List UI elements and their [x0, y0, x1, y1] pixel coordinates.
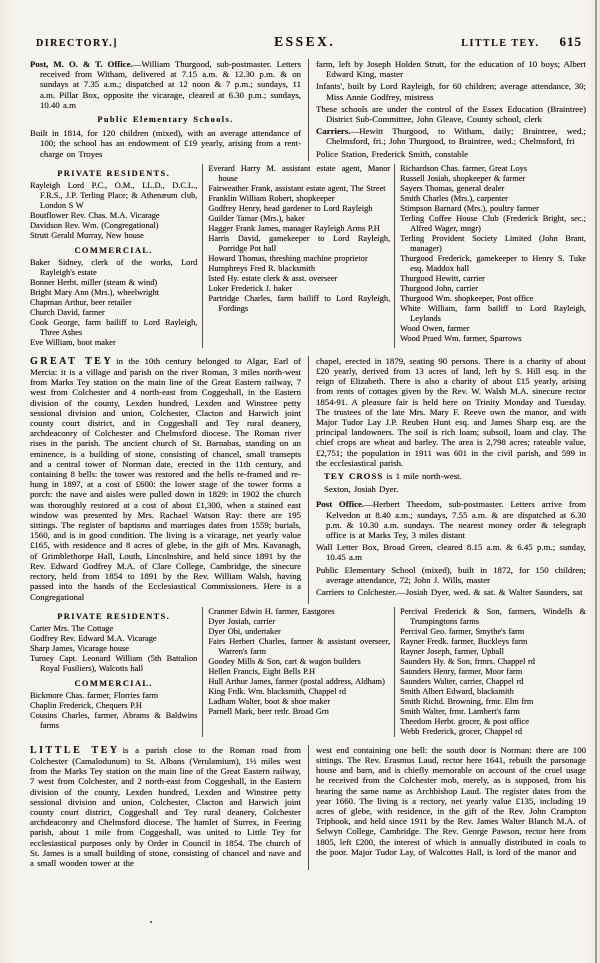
directory-entry: Chapman Arthur, beer retailer	[30, 297, 132, 307]
directory-entry: Chaplin Frederick, Chequers P.H	[30, 700, 142, 710]
directory-entry: Hellen Francis, Eight Bells P.H	[208, 666, 316, 676]
directory-entry: Dyer Josiah, carrier	[208, 616, 276, 626]
commercial-list-2c	[400, 607, 586, 737]
directory-entry: King Frdk. Wm. blacksmith, Chappel rd	[208, 686, 347, 696]
header-place-name: LITTLE TEY.	[461, 38, 540, 49]
commercial-heading: COMMERCIAL.	[74, 245, 153, 255]
directory-entry: Cousins Charles, farmer, Abrams & Baldwins farms	[30, 710, 198, 730]
directory-entry: Hagger Frank James, manager Rayleigh Arms P.H	[208, 223, 380, 233]
directory-entry: Rayner Fredk. farmer, Buckleys farm	[400, 636, 528, 646]
great-tey-listing-col2	[202, 607, 394, 737]
terling-info-section	[30, 59, 586, 161]
great-tey-paragraph	[30, 356, 301, 602]
directory-entry: Thurgood Wm. shopkeeper, Post office	[400, 293, 534, 303]
great-tey-listing-col3	[394, 607, 586, 737]
directory-entry: Saunders Hy. & Son, frmrs. Chappel rd	[400, 656, 535, 666]
tey-cross-text: is 1 mile north-west.	[383, 471, 462, 482]
great-tey-right-column	[308, 356, 586, 604]
directory-entry: Sharp James, Vicarage house	[30, 643, 129, 653]
directory-entry: Bright Mary Ann (Mrs.), wheelwright	[30, 287, 160, 297]
directory-entry: Loker Frederick J. baker	[208, 283, 293, 293]
great-tey-listing-section	[30, 607, 586, 737]
directory-entry: Smith Walter, frmr. Lambert's farm	[400, 706, 520, 716]
directory-entry: Turney Capt. Leonard William (5th Battalion Royal Fusiliers), Walcotts hall	[30, 653, 198, 673]
police-station-paragraph: Police Station, Frederick Smith, constable	[316, 148, 469, 159]
little-tey-section	[30, 745, 586, 870]
private-residents-heading: PRIVATE RESIDENTS.	[57, 168, 171, 178]
directory-entry: Fairs Herbert Charles, farmer & assistant overseer, Warren's farm	[208, 636, 391, 656]
directory-entry: Terling Coffee House Club (Frederick Bright, sec.; Alfred Wager, mngr)	[400, 213, 586, 233]
commercial-list-b	[208, 164, 390, 314]
post-office-lead: Post, M. O. & T. Office.	[30, 59, 133, 69]
directory-entry: Saunders Walter, carrier, Chappel rd	[400, 676, 524, 686]
directory-entry: Percival Geo. farmer, Smythe's farm	[400, 626, 525, 636]
directory-entry: Partridge Charles, farm bailiff to Lord Rayleigh, Fordings	[208, 293, 391, 313]
little-tey-title: LITTLE TEY	[30, 744, 120, 756]
directory-entry: Cook George, farm bailiff to Lord Rayleigh, Three Ashes	[30, 317, 198, 337]
directory-entry: Richardson Chas. farmer, Great Loys	[400, 163, 527, 173]
directory-entry: Guilder Tamar (Mrs.), baker	[208, 213, 305, 223]
private-residents-heading-2: PRIVATE RESIDENTS.	[57, 611, 171, 621]
directory-entry: Bickmore Chas. farmer, Florries farm	[30, 690, 159, 700]
directory-entry: Parnell Mark, beer retlr. Broad Grn	[208, 706, 329, 716]
header-place-block	[461, 34, 582, 50]
school-paragraph: Built in 1814, for 120 children (mixed), with an average attendance of 100; the school has an endowment of £19 yearly, arising from a rent-charge on Troyes	[30, 128, 301, 159]
commercial-list-a	[30, 258, 197, 348]
commercial-list-2a	[30, 691, 197, 731]
directory-entry: Franklin William Robert, shopkeeper	[208, 193, 335, 203]
directory-entry: Bonner Herbt. miller (steam & wind)	[30, 277, 158, 287]
great-tey-school-paragraph: Public Elementary School (mixed), built in 1872, for 150 children; average attendance, 72; John J. Wills, master	[316, 564, 586, 585]
great-tey-title: GREAT TEY	[30, 355, 114, 367]
directory-entry: Webb Frederick, grocer, Chappel rd	[400, 726, 523, 736]
sexton-paragraph: Sexton, Josiah Dyer.	[324, 484, 399, 495]
page-header	[36, 34, 582, 50]
great-tey-post-office-paragraph	[316, 499, 586, 540]
directory-entry: Stimpson Barnard (Mrs.), poultry farmer	[400, 203, 539, 213]
great-tey-left-column	[30, 356, 308, 604]
directory-entry: White William, farm bailiff to Lord Rayleigh, Leylands	[400, 303, 586, 323]
terling-listing-col1	[30, 164, 202, 348]
directory-entry: Russell Josiah, shopkeeper & farmer	[400, 173, 526, 183]
directory-entry: Wood Praed Wm. farmer, Sparrows	[400, 333, 522, 343]
directory-entry: Davidson Rev. Wm. (Congregational)	[30, 220, 159, 230]
directory-entry: Eve William, boot maker	[30, 337, 116, 347]
tey-cross-paragraph	[316, 471, 586, 481]
tey-cross-lead: TEY CROSS	[324, 471, 384, 482]
directory-entry: Cranmer Edwin H. farmer, Eastgores	[208, 606, 335, 616]
terling-info-left-column	[30, 59, 308, 161]
commercial-heading-2: COMMERCIAL.	[74, 678, 153, 688]
directory-entry: Harris David, gamekeeper to Lord Rayleigh, Porridge Pot hall	[208, 233, 391, 253]
terling-info-right-column	[308, 59, 586, 161]
terling-listing-section	[30, 164, 586, 348]
great-tey-listing-col1	[30, 607, 202, 737]
directory-entry: Carter Mrs. The Cottage	[30, 623, 114, 633]
directory-entry: Rayleigh Lord P.C., O.M., LL.D., D.C.L., F.R.S., J.P. Terling Place; & Athenæum club, London S W	[30, 180, 198, 210]
directory-entry: Hull Arthur James, farmer (postal address, Aldham)	[208, 676, 385, 686]
directory-entry: Thurgood Frederick, gamekeeper to Henry S. Tuke esq. Maddox hall	[400, 253, 586, 273]
post-office-text: —William Thurgood, sub-postmaster. Letters received from Witham, delivered at 7.15 a.m. & 12.30 p.m. & on sundays at 7.35 a.m.; dispatched at 12 noon & 7 p.m.; sundays, 11 a.m. Pillar Box, opposite the vicarage, cleared at 6.30 p.m.; sundays, 10.40 a.m	[40, 59, 302, 110]
great-tey-post-office-text: —Herbert Theedom, sub-postmaster. Letters arrive from Kelvedon at 8.40 a.m.; sundays, 7.55 a.m. & are dispatched at 6.30 p.m. & 10.30 a.m. sundays. The nearest money order & telegraph office is at Marks Tey, 3 miles distant	[326, 499, 586, 541]
schools-control-paragraph: These schools are under the control of the Essex Education (Braintree) District Sub-Committee, John Gleave, County school, clerk	[316, 103, 586, 125]
directory-entry: Smith Albert Edward, blacksmith	[400, 686, 514, 696]
directory-entry: Terling Provident Society Limited (John Brant, manager)	[400, 233, 586, 253]
directory-entry: Ladham Walter, boot & shoe maker	[208, 696, 331, 706]
directory-entry: Baker Sidney, clerk of the works, Lord Rayleigh's estate	[30, 257, 198, 277]
directory-entry: Sayers Thomas, general dealer	[400, 183, 505, 193]
header-directory-label: DIRECTORY.]	[36, 38, 118, 49]
private-residents-list	[30, 181, 197, 241]
directory-entry: Wood Owen, farmer	[400, 323, 470, 333]
infants-school-paragraph: Infants', built by Lord Rayleigh, for 60 children; average attendance, 30; Miss Annie Godfrey, mistress	[316, 81, 586, 102]
directory-entry: Thurgood Hewitt, carrier	[400, 273, 485, 283]
directory-entry: Thurgood John, carrier	[400, 283, 478, 293]
school-paragraph-continued: farm, left by Joseph Holden Strutt, for the education of 10 boys; Albert Edward King, master	[316, 59, 586, 80]
directory-entry: Godfrey Henry, head gardener to Lord Rayleigh	[208, 203, 373, 213]
great-tey-post-office-lead: Post Office.	[316, 499, 365, 510]
great-tey-text: in the 10th century belonged to Algar, Earl of Mercia: it is a village and parish on the river Roman, 3 miles north-west from Marks Tey station on the main line of the Great Eastern railway, 7 west from Colchester and 4 north-east from Coggeshall, in the Eastern division of the county, Lexden hundred, Lexden and Winstree petty sessional division and union, Colchester, Clacton and Harwich joint county court district, and in Coggeshall and Tey rural deanery, archdeaconry of Colchester and Chelmsford diocese. The Roman river rises in the parish. The ancient church of St. Barnabas, standing on an eminence, is a building of stone, consisting of chancel, small transepts and a central tower of Norman date, erected in the 11th century, and containing 8 bells: the tower was restored and the bells re-framed and re-hung in 1897, at a cost of £600: the lower stage of the tower forms a porch: the nave and aisles were pulled down in 1829: in 1902 the church was thoroughly restored at a cost of about £1,300, when a stained east window was presented by Mrs. Rachael Watson Ray: there are 195 sittings. The register of baptisms and marriages dates from 1559; burials, 1560, and is in good condition. The living is a vicarage, net yearly value £165, with residence and 8 acres of glebe, in the gift of Mrs. Kavanagh, of Grimblethorpe Hall, Louth, Lincolnshire, and held since 1891 by the Rev. Edward Godfrey M.A. of Clare College, Cambridge, the sinecure rectory, held from 1854 to 1891 by the Rev. William Walsh, having passed into the hands of the Ecclesiastical Commissioners. Here is a Congregational	[30, 355, 301, 602]
carriers-paragraph	[316, 126, 586, 146]
directory-entry: Rayner Joseph, farmer, Uphall	[400, 646, 504, 656]
commercial-list-2b	[208, 607, 390, 717]
great-tey-carriers-paragraph: Carriers to Colchester.—Josiah Dyer, wed. & sat. & Walter Saunders, sat	[316, 587, 583, 598]
little-tey-left-column	[30, 745, 308, 870]
commercial-list-c	[400, 164, 586, 344]
header-page-number: 615	[559, 34, 582, 49]
directory-entry: Isted Hy. estate clerk & asst. overseer	[208, 273, 338, 283]
post-office-paragraph	[30, 59, 301, 110]
directory-entry: Dyer Obi, undertaker	[208, 626, 281, 636]
terling-listing-col2	[202, 164, 394, 348]
directory-entry: Strutt Gerald Murray, New house	[30, 230, 144, 240]
directory-entry: Everard Harry M. assistant estate agent, Manor house	[208, 163, 391, 183]
directory-entry: Goodey Mills & Son, cart & wagon builders	[208, 656, 361, 666]
carriers-text: —Hewitt Thurgood, to Witham, daily; Braintree, wed.; Chelmsford, fri.; John Thurgood, to Braintree, wed.; Chelmsford, fri	[326, 126, 586, 147]
schools-heading: Public Elementary Schools.	[97, 115, 234, 125]
directory-entry: Church David, farmer	[30, 307, 105, 317]
little-tey-text: is a parish close to the Roman road from Colchester (Camalodunum) to St. Albans (Verulamium), 1½ miles west from the Marks Tey station on the main line of the Great Eastern railway, 7 west from Colchester, and 2 north-east from Coggeshall, in the Eastern division of the county, Lexden hundred, Lexden and Winstree petty sessional division and union, Colchester, Clacton and Harwich joint county court district, Coggeshall and Tey rural deanery, Colchester archdeaconry and Chelmsford diocese. The hamlet of Surrex, in Feering parish, about 1 mile from Coggeshall, was united to Little Tey for ecclesiastical purposes only by Order in Council in 1854. The church of St. James is a small building of stone, consisting of chancel and nave and a small wooden tower at the	[30, 744, 302, 868]
little-tey-right-column	[308, 745, 586, 870]
little-tey-paragraph	[30, 745, 301, 868]
scan-speck-artifact	[150, 921, 152, 923]
directory-entry: Theedom Herbt. grocer, & post office	[400, 716, 529, 726]
directory-entry: Howard Thomas, threshing machine proprietor	[208, 253, 368, 263]
header-county-title: ESSEX.	[274, 34, 336, 49]
directory-entry: Smith Richd. Browning, frmr. Elm frm	[400, 696, 534, 706]
directory-entry: Boutflower Rev. Chas. M.A. Vicarage	[30, 210, 160, 220]
directory-entry: Fairweather Frank, assistant estate agent, The Street	[208, 183, 386, 193]
directory-entry: Smith Charles (Mrs.), carpenter	[400, 193, 508, 203]
directory-entry: Humphreys Fred R. blacksmith	[208, 263, 316, 273]
great-tey-paragraph-continued: chapel, erected in 1879, seating 90 persons. There is a charity of about £20 yearly, derived from 13 acres of land, left by S. Hill esq. in the reign of Elizabeth. There is also a charity of about £15 yearly, arising from rents of cottages given by the Rev. W. Walsh M.A. sinecure rector 1854-91. A pleasure fair is held here on Trinity Monday and Tuesday. The trustees of the late Mrs. Mary F. Reeve own the manor, and with Major Tudor Lay J.P. Reuben Hunt esq. and James Sharp esq. are the principal landowners. The soil is rich loam; subsoil, loam and clay. The chief crops are wheat and barley. The area is 2,798 acres; rateable value, £2,751; the population in 1911 was 601 in the civil parish, and 599 in the ecclesiastical parish.	[316, 355, 586, 468]
private-residents-list-2	[30, 624, 197, 674]
directory-entry: Saunders Henry, farmer, Moor farm	[400, 666, 523, 676]
carriers-lead: Carriers.	[316, 126, 351, 137]
little-tey-paragraph-continued: west end containing one bell: the south door is Norman: there are 100 sittings. The Rev. Erasmus Laud, rector here 1641, rebuilt the parsonage house and barn, and is chiefly memorable on account of the cruel usage he received from the Colchester mob, merely, as is supposed, from his bearing the same name as Archbishop Laud. The register dates from the year 1660. The living is a rectory, net yearly value £135, including 19 acres of glebe, with residence, in the gift of the Rev. John Crampton Triphook, and held since 1911 by the Rev. James Walter Blanch M.A. of Selwyn College, Cambridge. The Rev. George Pawson, rector here from 1805, left £200, the interest of which is annually distributed in coals to the poor. Major Tudor Lay, of Walcottes Hall, is lord of the manor and	[316, 744, 586, 857]
scan-edge-artifact	[595, 0, 597, 963]
great-tey-section	[30, 356, 586, 604]
directory-entry: Godfrey Rev. Edward M.A. Vicarage	[30, 633, 157, 643]
wall-letter-box-paragraph: Wall Letter Box, Broad Green, cleared 8.15 a.m. & 6.45 p.m.; sunday, 10.45 a.m	[316, 542, 586, 563]
terling-listing-col3	[394, 164, 586, 348]
directory-entry: Percival Frederick & Son, farmers, Windells & Trumpingtons farms	[400, 606, 586, 626]
